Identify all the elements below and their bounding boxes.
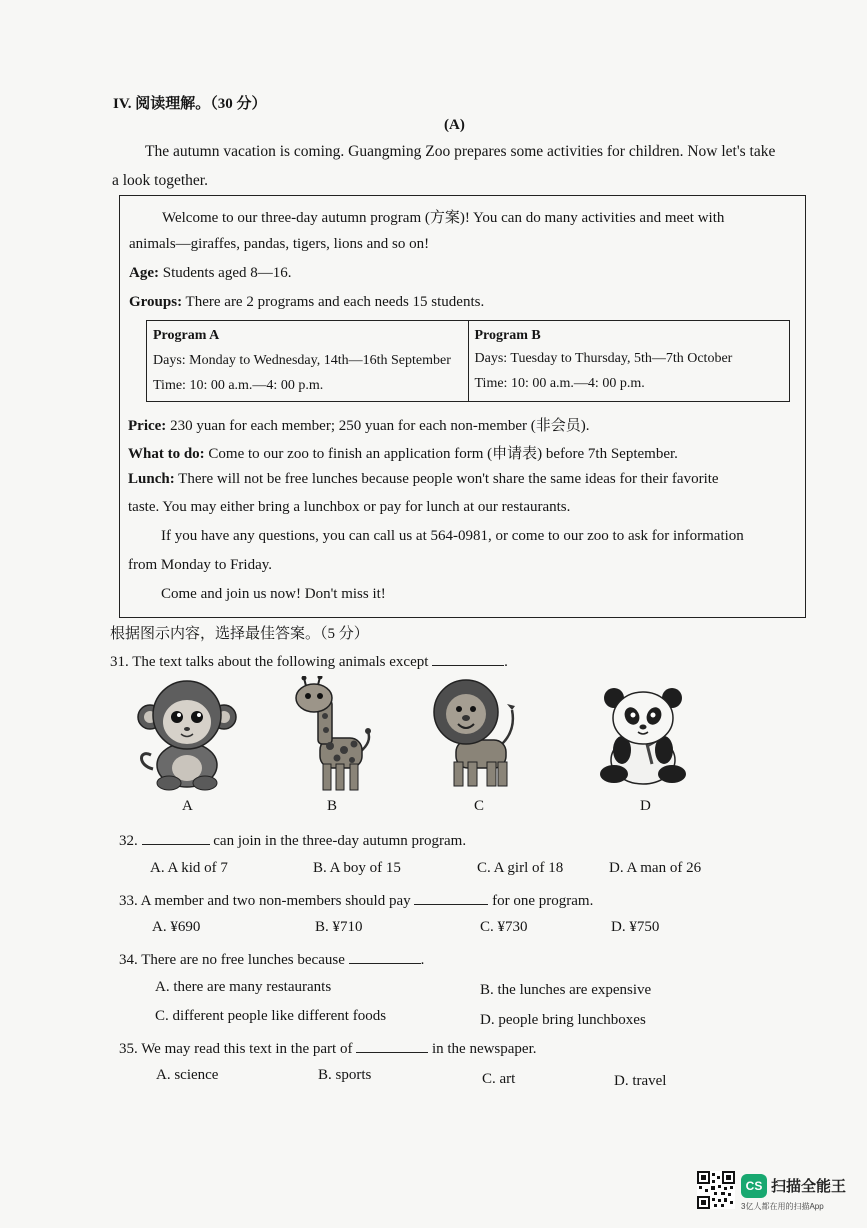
option-a-letter: A (182, 798, 193, 814)
q32-option-c[interactable]: C. A girl of 18 (477, 860, 564, 876)
question-35 (119, 1038, 537, 1058)
q35-option-a[interactable]: A. science (156, 1067, 219, 1083)
age-text: Students aged 8—16. (159, 265, 292, 281)
question-34 (119, 949, 424, 969)
q32-stem: can join in the three-day autumn program. (213, 833, 467, 849)
groups-row (129, 294, 484, 311)
app-tagline: 3亿人都在用的扫描App (741, 1202, 824, 1211)
option-c-letter: C (474, 798, 485, 814)
program-table (146, 320, 790, 402)
whattodo-text: Come to our zoo to finish an application form (申请表) before 7th September. (204, 446, 678, 462)
intro-line-2: a look together. (112, 172, 208, 189)
price-row (128, 414, 590, 435)
welcome-line-1: Welcome to our three-day autumn program (方案)! You can do many activities and meet with (162, 210, 725, 226)
q32-option-b[interactable]: B. A boy of 15 (313, 860, 401, 876)
passage-label: (A) (444, 117, 465, 133)
age-row (129, 265, 292, 282)
q33-stem-end: for one program. (492, 893, 594, 909)
question-32 (119, 830, 466, 850)
program-a-cell (147, 321, 468, 401)
q34-option-d[interactable]: D. people bring lunchboxes (480, 1012, 646, 1028)
q32-number: 32. (119, 833, 138, 849)
option-b-letter: B (327, 798, 338, 814)
program-a-days: Days: Monday to Wednesday, 14th—16th September (153, 353, 451, 368)
q35-blank (356, 1038, 428, 1053)
app-name: 扫描全能王 (771, 1178, 847, 1195)
questions-line-1: If you have any questions, you can call us at 564-0981, or come to our zoo to ask for information (161, 528, 744, 544)
q33-blank (414, 890, 488, 905)
welcome-line-2: animals—giraffes, pandas, tigers, lions and so on! (129, 236, 430, 252)
q33-option-a[interactable]: A. ¥690 (152, 919, 201, 935)
q33-stem: 33. A member and two non-members should pay (119, 893, 411, 909)
q31-blank (432, 651, 504, 666)
q34-option-a[interactable]: A. there are many restaurants (155, 979, 332, 995)
section-title: IV. 阅读理解。（30 分） (113, 96, 267, 112)
q33-option-b[interactable]: B. ¥710 (315, 919, 363, 935)
q34-stem: 34. There are no free lunches because (119, 952, 345, 968)
q33-option-d[interactable]: D. ¥750 (611, 919, 660, 935)
groups-text: There are 2 programs and each needs 15 students. (182, 294, 485, 310)
lunch-text-2: taste. You may either bring a lunchbox or pay for lunch at our restaurants. (128, 499, 571, 515)
instructions: 根据图示内容，选择最佳答案。（5 分） (110, 626, 369, 642)
q34-stem-end: . (420, 952, 425, 968)
price-label: Price: (128, 418, 167, 434)
q34-option-b[interactable]: B. the lunches are expensive (480, 982, 652, 998)
lunch-text-1: There will not be free lunches because people won't share the same ideas for their favorite (174, 471, 719, 487)
notice-box (119, 195, 806, 618)
lunch-label: Lunch: (128, 471, 175, 487)
q35-stem-end: in the newspaper. (431, 1041, 537, 1057)
program-a-time: Time: 10: 00 a.m.—4: 00 p.m. (153, 378, 324, 393)
q33-option-c[interactable]: C. ¥730 (480, 919, 528, 935)
monkey-icon (135, 677, 239, 791)
groups-label: Groups: (129, 294, 183, 310)
q34-blank (349, 949, 421, 964)
q34-option-c[interactable]: C. different people like different foods (155, 1008, 387, 1024)
giraffe-icon (292, 676, 376, 796)
age-label: Age: (129, 265, 159, 281)
panda-icon (596, 684, 690, 788)
price-text: 230 yuan for each member; 250 yuan for each non-member (非会员). (166, 418, 590, 434)
lion-icon (432, 674, 528, 794)
q31-stem-end: . (504, 654, 508, 670)
q35-option-d[interactable]: D. travel (614, 1073, 667, 1089)
q32-blank (142, 830, 210, 845)
lunch-row (128, 471, 719, 488)
whattodo-row (128, 442, 678, 463)
program-b-cell (468, 321, 790, 401)
closing-line: Come and join us now! Don't miss it! (161, 586, 386, 602)
option-d-letter: D (640, 798, 651, 814)
program-a-name: Program A (153, 328, 220, 343)
q31-stem: 31. The text talks about the following animals except (110, 654, 429, 670)
intro-line-1: The autumn vacation is coming. Guangming Zoo prepares some activities for children. Now let's take (145, 143, 776, 160)
qr-code-icon (697, 1171, 735, 1209)
q32-option-d[interactable]: D. A man of 26 (609, 860, 702, 876)
whattodo-label: What to do: (128, 446, 205, 462)
q32-option-a[interactable]: A. A kid of 7 (150, 860, 228, 876)
program-b-time: Time: 10: 00 a.m.—4: 00 p.m. (474, 376, 645, 391)
program-b-days: Days: Tuesday to Thursday, 5th—7th October (474, 351, 733, 366)
camscanner-logo: CS (741, 1174, 767, 1198)
q35-stem: 35. We may read this text in the part of (119, 1041, 353, 1057)
q35-option-b[interactable]: B. sports (318, 1067, 372, 1083)
question-31 (110, 651, 508, 671)
program-b-name: Program B (474, 328, 541, 343)
question-33 (119, 890, 593, 910)
questions-line-2: from Monday to Friday. (128, 557, 273, 573)
q35-option-c[interactable]: C. art (482, 1071, 516, 1087)
